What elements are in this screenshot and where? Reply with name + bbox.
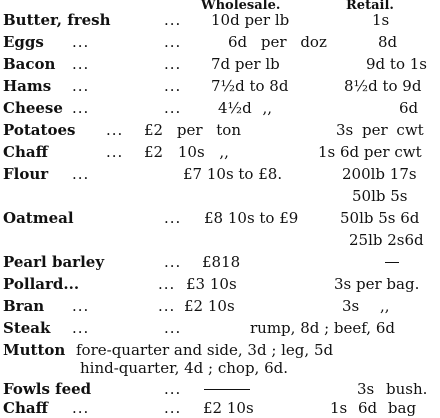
item-name: Flour	[3, 165, 49, 183]
wholesale-price: 7½d to 8d	[211, 77, 289, 95]
retail-price: 8d	[378, 33, 398, 51]
retail-price: 1s 6d per cwt	[318, 143, 422, 161]
leader-dots: ...	[164, 209, 182, 227]
wholesale-price: £7 10s to £8.	[183, 165, 283, 183]
leader-dots: ...	[72, 55, 90, 73]
leader-dots: ...	[72, 399, 90, 417]
item-name: Pearl barley	[3, 253, 105, 271]
leader-dots: ...	[164, 253, 182, 271]
item-name: Mutton	[3, 341, 66, 359]
leader-dots: ...	[72, 297, 90, 315]
retail-price: 50lb 5s	[352, 187, 408, 205]
retail-price: 1s	[372, 11, 390, 29]
retail-column-header: Retail.	[346, 0, 394, 13]
leader-dots: ...	[106, 121, 124, 139]
retail-price: 50lb 5s 6d	[340, 209, 420, 227]
leader-dots: ...	[164, 99, 182, 117]
wholesale-price: £2 per ton	[144, 121, 241, 139]
wholesale-column-header: Wholesale.	[201, 0, 281, 13]
retail-price: 3s ,,	[342, 297, 390, 315]
retail-price: hind-quarter, 4d ; chop, 6d.	[80, 359, 289, 377]
leader-dots: ...	[158, 297, 176, 315]
retail-price: 9d to 1s	[366, 55, 427, 73]
retail-price: 25lb 2s6d	[349, 231, 424, 249]
leader-dots: ...	[164, 380, 182, 398]
item-name: Cheese	[3, 99, 63, 117]
leader-dots: ...	[72, 33, 90, 51]
wholesale-price: 4½d ,,	[218, 99, 272, 117]
item-name: Chaff	[3, 399, 48, 417]
leader-dots: ...	[72, 99, 90, 117]
leader-dots: ...	[72, 319, 90, 337]
item-name: Oatmeal	[3, 209, 74, 227]
retail-price: 3s per cwt	[336, 121, 424, 139]
item-name: Potatoes	[3, 121, 76, 139]
wholesale-blank-dash	[204, 389, 250, 390]
leader-dots: ...	[72, 77, 90, 95]
leader-dots: ...	[72, 165, 90, 183]
leader-dots: ...	[164, 55, 182, 73]
wholesale-price: 10d per lb	[211, 11, 290, 29]
retail-price: rump, 8d ; beef, 6d	[250, 319, 395, 337]
item-name: Bacon	[3, 55, 56, 73]
leader-dots: ...	[164, 33, 182, 51]
wholesale-price: £2 10s	[203, 399, 254, 417]
retail-price: 3s bush.	[357, 380, 428, 398]
retail-blank-dash	[385, 262, 399, 263]
retail-price: 3s per bag.	[334, 275, 420, 293]
item-name: Pollard...	[3, 275, 80, 293]
retail-price: 200lb 17s	[342, 165, 417, 183]
wholesale-price: £818	[202, 253, 241, 271]
leader-dots: ...	[164, 319, 182, 337]
leader-dots: ...	[164, 11, 182, 29]
leader-dots: ...	[164, 77, 182, 95]
wholesale-price: £2 10s ,,	[144, 143, 229, 161]
item-name: Steak	[3, 319, 51, 337]
item-name: Hams	[3, 77, 52, 95]
wholesale-price: 7d per lb	[211, 55, 280, 73]
retail-price: 6d	[399, 99, 419, 117]
leader-dots: ...	[106, 143, 124, 161]
leader-dots: ...	[164, 399, 182, 417]
item-name: Fowls feed	[3, 380, 92, 398]
wholesale-price: 6d per doz	[228, 33, 327, 51]
retail-price: fore-quarter and side, 3d ; leg, 5d	[76, 341, 334, 359]
retail-price: 8½d to 9d	[344, 77, 422, 95]
item-name: Chaff	[3, 143, 48, 161]
wholesale-price: £8 10s to £9	[204, 209, 299, 227]
leader-dots: ...	[158, 275, 176, 293]
wholesale-price: £3 10s	[186, 275, 237, 293]
item-name: Bran	[3, 297, 45, 315]
wholesale-price: £2 10s	[184, 297, 235, 315]
item-name: Eggs	[3, 33, 44, 51]
item-name: Butter, fresh	[3, 11, 111, 29]
retail-price: 1s 6d bag	[330, 399, 417, 417]
